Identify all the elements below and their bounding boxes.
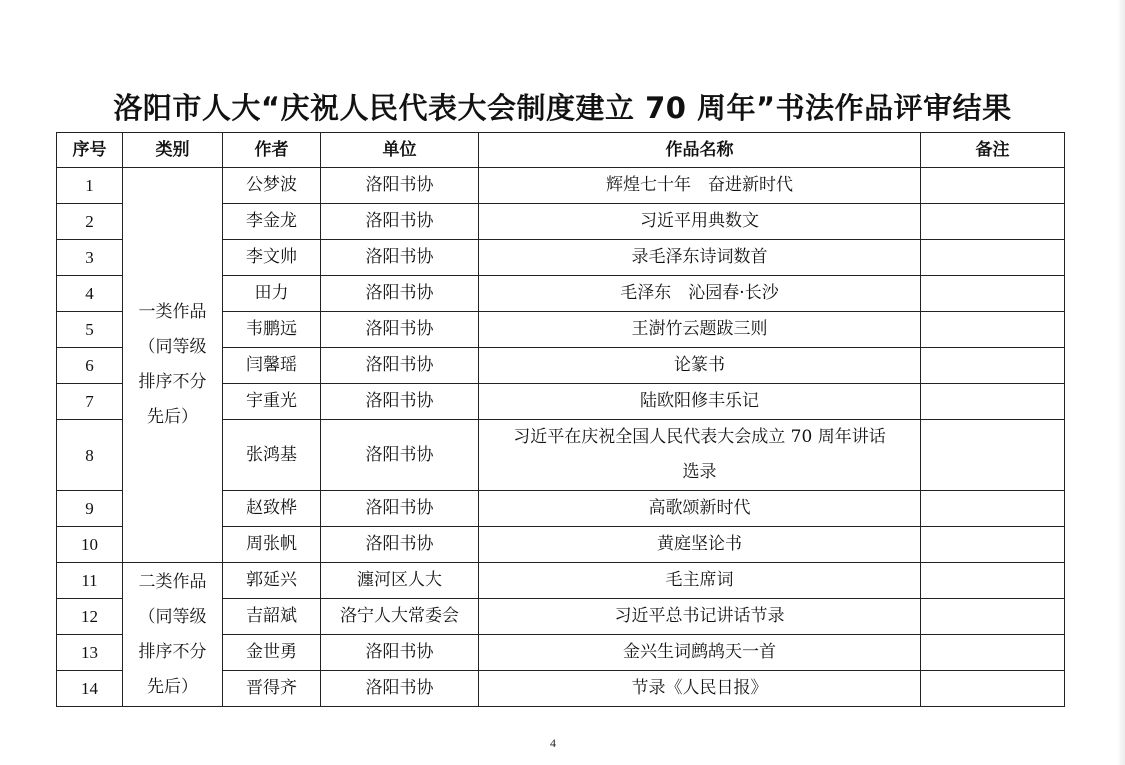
- row-index: 9: [57, 491, 123, 527]
- row-work-title: 陆欧阳修丰乐记: [479, 384, 921, 420]
- header-author: 作者: [223, 133, 321, 168]
- row-work-title: 毛主席词: [479, 563, 921, 599]
- row-work-title: 黄庭坚论书: [479, 527, 921, 563]
- row-index: 5: [57, 312, 123, 348]
- row-index: 4: [57, 276, 123, 312]
- row-remarks: [921, 168, 1065, 204]
- document-title: 洛阳市人大“庆祝人民代表大会制度建立 70 周年”书法作品评审结果: [113, 91, 1012, 125]
- row-remarks: [921, 204, 1065, 240]
- row-remarks: [921, 420, 1065, 491]
- row-author: 周张帆: [223, 527, 321, 563]
- row-author: 吉韶斌: [223, 599, 321, 635]
- row-author: 宇重光: [223, 384, 321, 420]
- row-work-title: 金兴生词鹧鸪天一首: [479, 635, 921, 671]
- row-work-title: 论篆书: [479, 348, 921, 384]
- row-index: 11: [57, 563, 123, 599]
- row-unit: 瀍河区人大: [321, 563, 479, 599]
- row-unit: 洛阳书协: [321, 491, 479, 527]
- category-cell-first: [123, 168, 223, 563]
- row-author: 韦鹏远: [223, 312, 321, 348]
- header-index: 序号: [57, 133, 123, 168]
- row-index: 12: [57, 599, 123, 635]
- row-unit: 洛阳书协: [321, 384, 479, 420]
- page-number: 4: [550, 736, 556, 750]
- category-line: （同等级: [138, 337, 207, 357]
- row-index: 6: [57, 348, 123, 384]
- row-unit: 洛阳书协: [321, 240, 479, 276]
- row-work-title: 辉煌七十年 奋进新时代: [479, 168, 921, 204]
- work-title-line: 习近平在庆祝全国人民代表大会成立 70 周年讲话: [513, 427, 886, 447]
- row-remarks: [921, 563, 1065, 599]
- row-unit: 洛阳书协: [321, 420, 479, 491]
- row-author: 田力: [223, 276, 321, 312]
- row-unit: 洛阳书协: [321, 635, 479, 671]
- row-index: 14: [57, 671, 123, 707]
- row-author: 李文帅: [223, 240, 321, 276]
- row-work-title: 高歌颂新时代: [479, 491, 921, 527]
- row-remarks: [921, 240, 1065, 276]
- row-unit: 洛阳书协: [321, 204, 479, 240]
- row-author: 郭延兴: [223, 563, 321, 599]
- row-unit: 洛阳书协: [321, 276, 479, 312]
- category-line: 二类作品: [138, 571, 207, 592]
- category-line: 先后）: [147, 407, 198, 427]
- category-cell-second: [123, 563, 223, 707]
- category-line: 先后）: [147, 676, 198, 697]
- row-remarks: [921, 384, 1065, 420]
- row-work-title: 王澍竹云题跋三则: [479, 312, 921, 348]
- work-title-line: 选录: [682, 462, 717, 482]
- row-index: 1: [57, 168, 123, 204]
- row-author: 闫馨瑶: [223, 348, 321, 384]
- row-index: 3: [57, 240, 123, 276]
- row-remarks: [921, 312, 1065, 348]
- row-remarks: [921, 671, 1065, 707]
- row-remarks: [921, 527, 1065, 563]
- table-row: [57, 168, 1065, 204]
- row-unit: 洛阳书协: [321, 671, 479, 707]
- row-author: 晋得齐: [223, 671, 321, 707]
- row-remarks: [921, 276, 1065, 312]
- row-author: 金世勇: [223, 635, 321, 671]
- header-work-title: 作品名称: [479, 133, 921, 168]
- row-unit: 洛阳书协: [321, 312, 479, 348]
- row-work-title: [479, 420, 921, 491]
- category-line: 排序不分: [138, 372, 207, 392]
- row-index: 7: [57, 384, 123, 420]
- row-author: 公梦波: [223, 168, 321, 204]
- row-work-title: 习近平总书记讲话节录: [479, 599, 921, 635]
- row-remarks: [921, 599, 1065, 635]
- row-unit: 洛阳书协: [321, 527, 479, 563]
- category-line: 一类作品: [138, 302, 207, 322]
- row-work-title: 录毛泽东诗词数首: [479, 240, 921, 276]
- row-author: 李金龙: [223, 204, 321, 240]
- row-index: 10: [57, 527, 123, 563]
- row-remarks: [921, 491, 1065, 527]
- row-unit: 洛阳书协: [321, 348, 479, 384]
- row-index: 2: [57, 204, 123, 240]
- category-line: 排序不分: [138, 641, 207, 662]
- category-line: （同等级: [138, 606, 207, 627]
- row-work-title: 节录《人民日报》: [479, 671, 921, 707]
- table-header-row: [57, 133, 1065, 168]
- row-index: 8: [57, 420, 123, 491]
- row-author: 张鸿基: [223, 420, 321, 491]
- row-unit: 洛宁人大常委会: [321, 599, 479, 635]
- header-unit: 单位: [321, 133, 479, 168]
- row-unit: 洛阳书协: [321, 168, 479, 204]
- table-row: [57, 563, 1065, 599]
- results-table: [56, 132, 1065, 707]
- row-author: 赵致桦: [223, 491, 321, 527]
- header-remarks: 备注: [921, 133, 1065, 168]
- row-remarks: [921, 348, 1065, 384]
- row-index: 13: [57, 635, 123, 671]
- row-work-title: 毛泽东 沁园春·长沙: [479, 276, 921, 312]
- header-category: 类别: [123, 133, 223, 168]
- row-work-title: 习近平用典数文: [479, 204, 921, 240]
- row-remarks: [921, 635, 1065, 671]
